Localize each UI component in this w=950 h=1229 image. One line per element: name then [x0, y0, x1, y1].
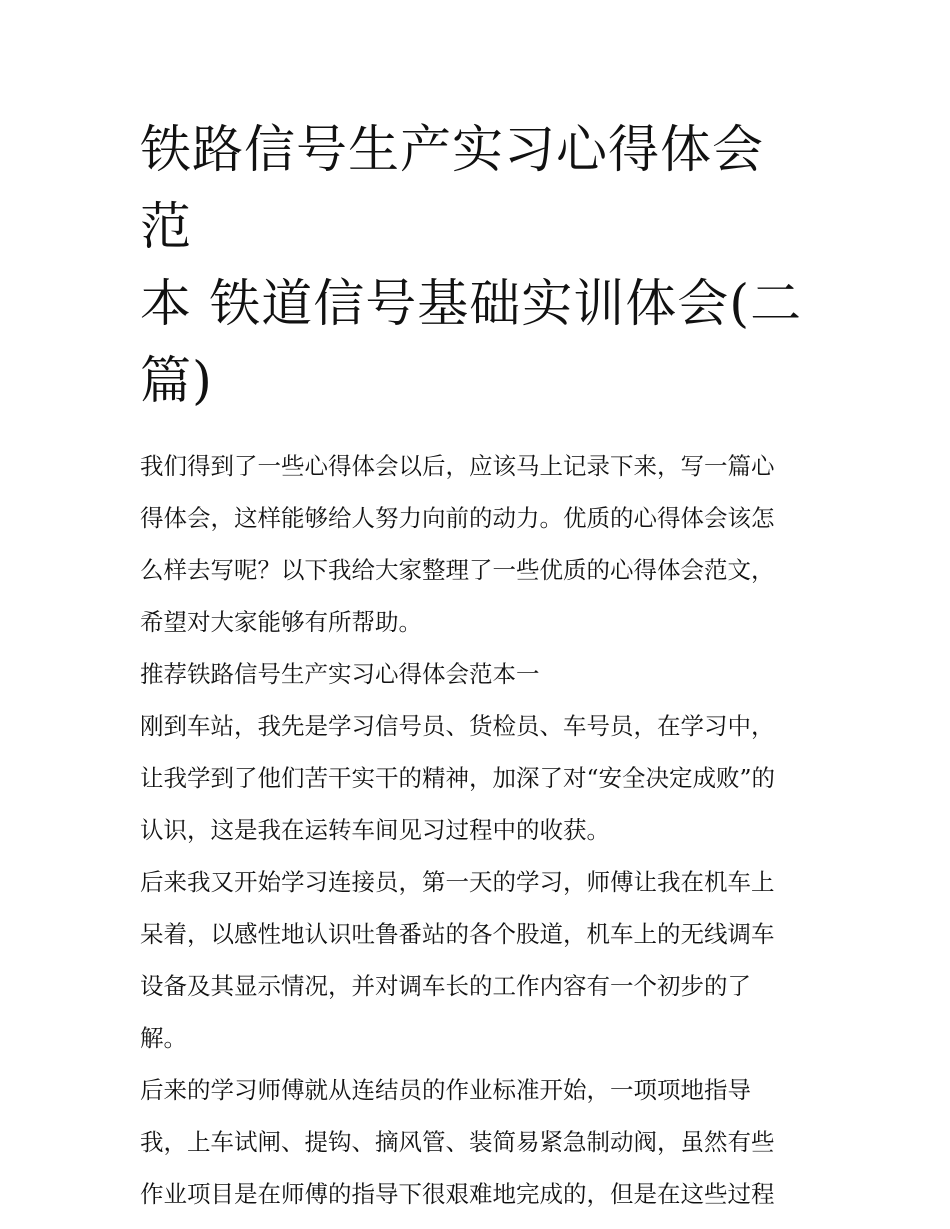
title-line: 铁路信号生产实习心得体会范: [140, 121, 765, 257]
paragraph-station: [140, 700, 815, 856]
text-line: 我，上车试闸、提钩、摘风管、装简易紧急制动阀，虽然有些: [140, 1128, 775, 1156]
text-line: 得体会，这样能够给人努力向前的动力。优质的心得体会该怎: [140, 504, 775, 532]
text-line: 认识，这是我在运转车间见习过程中的收获。: [140, 816, 610, 844]
text-line: 推荐铁路信号生产实习心得体会范本一: [140, 660, 540, 688]
text-line: 我们得到了一些心得体会以后，应该马上记录下来，写一篇心: [140, 452, 775, 480]
section-heading: [140, 648, 815, 700]
text-line: 呆着，以感性地认识吐鲁番站的各个股道，机车上的无线调车: [140, 920, 775, 948]
paragraph-training: [140, 1064, 815, 1220]
document-body: [140, 112, 815, 1220]
text-line: 设备及其显示情况，并对调车长的工作内容有一个初步的了: [140, 972, 751, 1000]
text-line: 让我学到了他们苦干实干的精神，加深了对“安全决定成败”的: [140, 764, 776, 792]
paragraph-connector: [140, 856, 815, 1064]
document-title: [140, 112, 815, 420]
paragraph-intro: [140, 440, 815, 648]
text-line: 解。: [140, 1024, 187, 1052]
text-line: 希望对大家能够有所帮助。: [140, 608, 422, 636]
title-line: 篇): [140, 352, 213, 411]
title-line: 本 铁道信号基础实训体会(二: [140, 275, 803, 334]
text-line: 刚到车站，我先是学习信号员、货检员、车号员，在学习中，: [140, 712, 775, 740]
text-line: 后来的学习师傅就从连结员的作业标准开始，一项项地指导: [140, 1076, 751, 1104]
text-line: 么样去写呢？以下我给大家整理了一些优质的心得体会范文，: [140, 556, 775, 584]
text-line: 作业项目是在师傅的指导下很艰难地完成的，但是在这些过程: [140, 1180, 775, 1208]
text-line: 后来我又开始学习连接员，第一天的学习，师傅让我在机车上: [140, 868, 775, 896]
